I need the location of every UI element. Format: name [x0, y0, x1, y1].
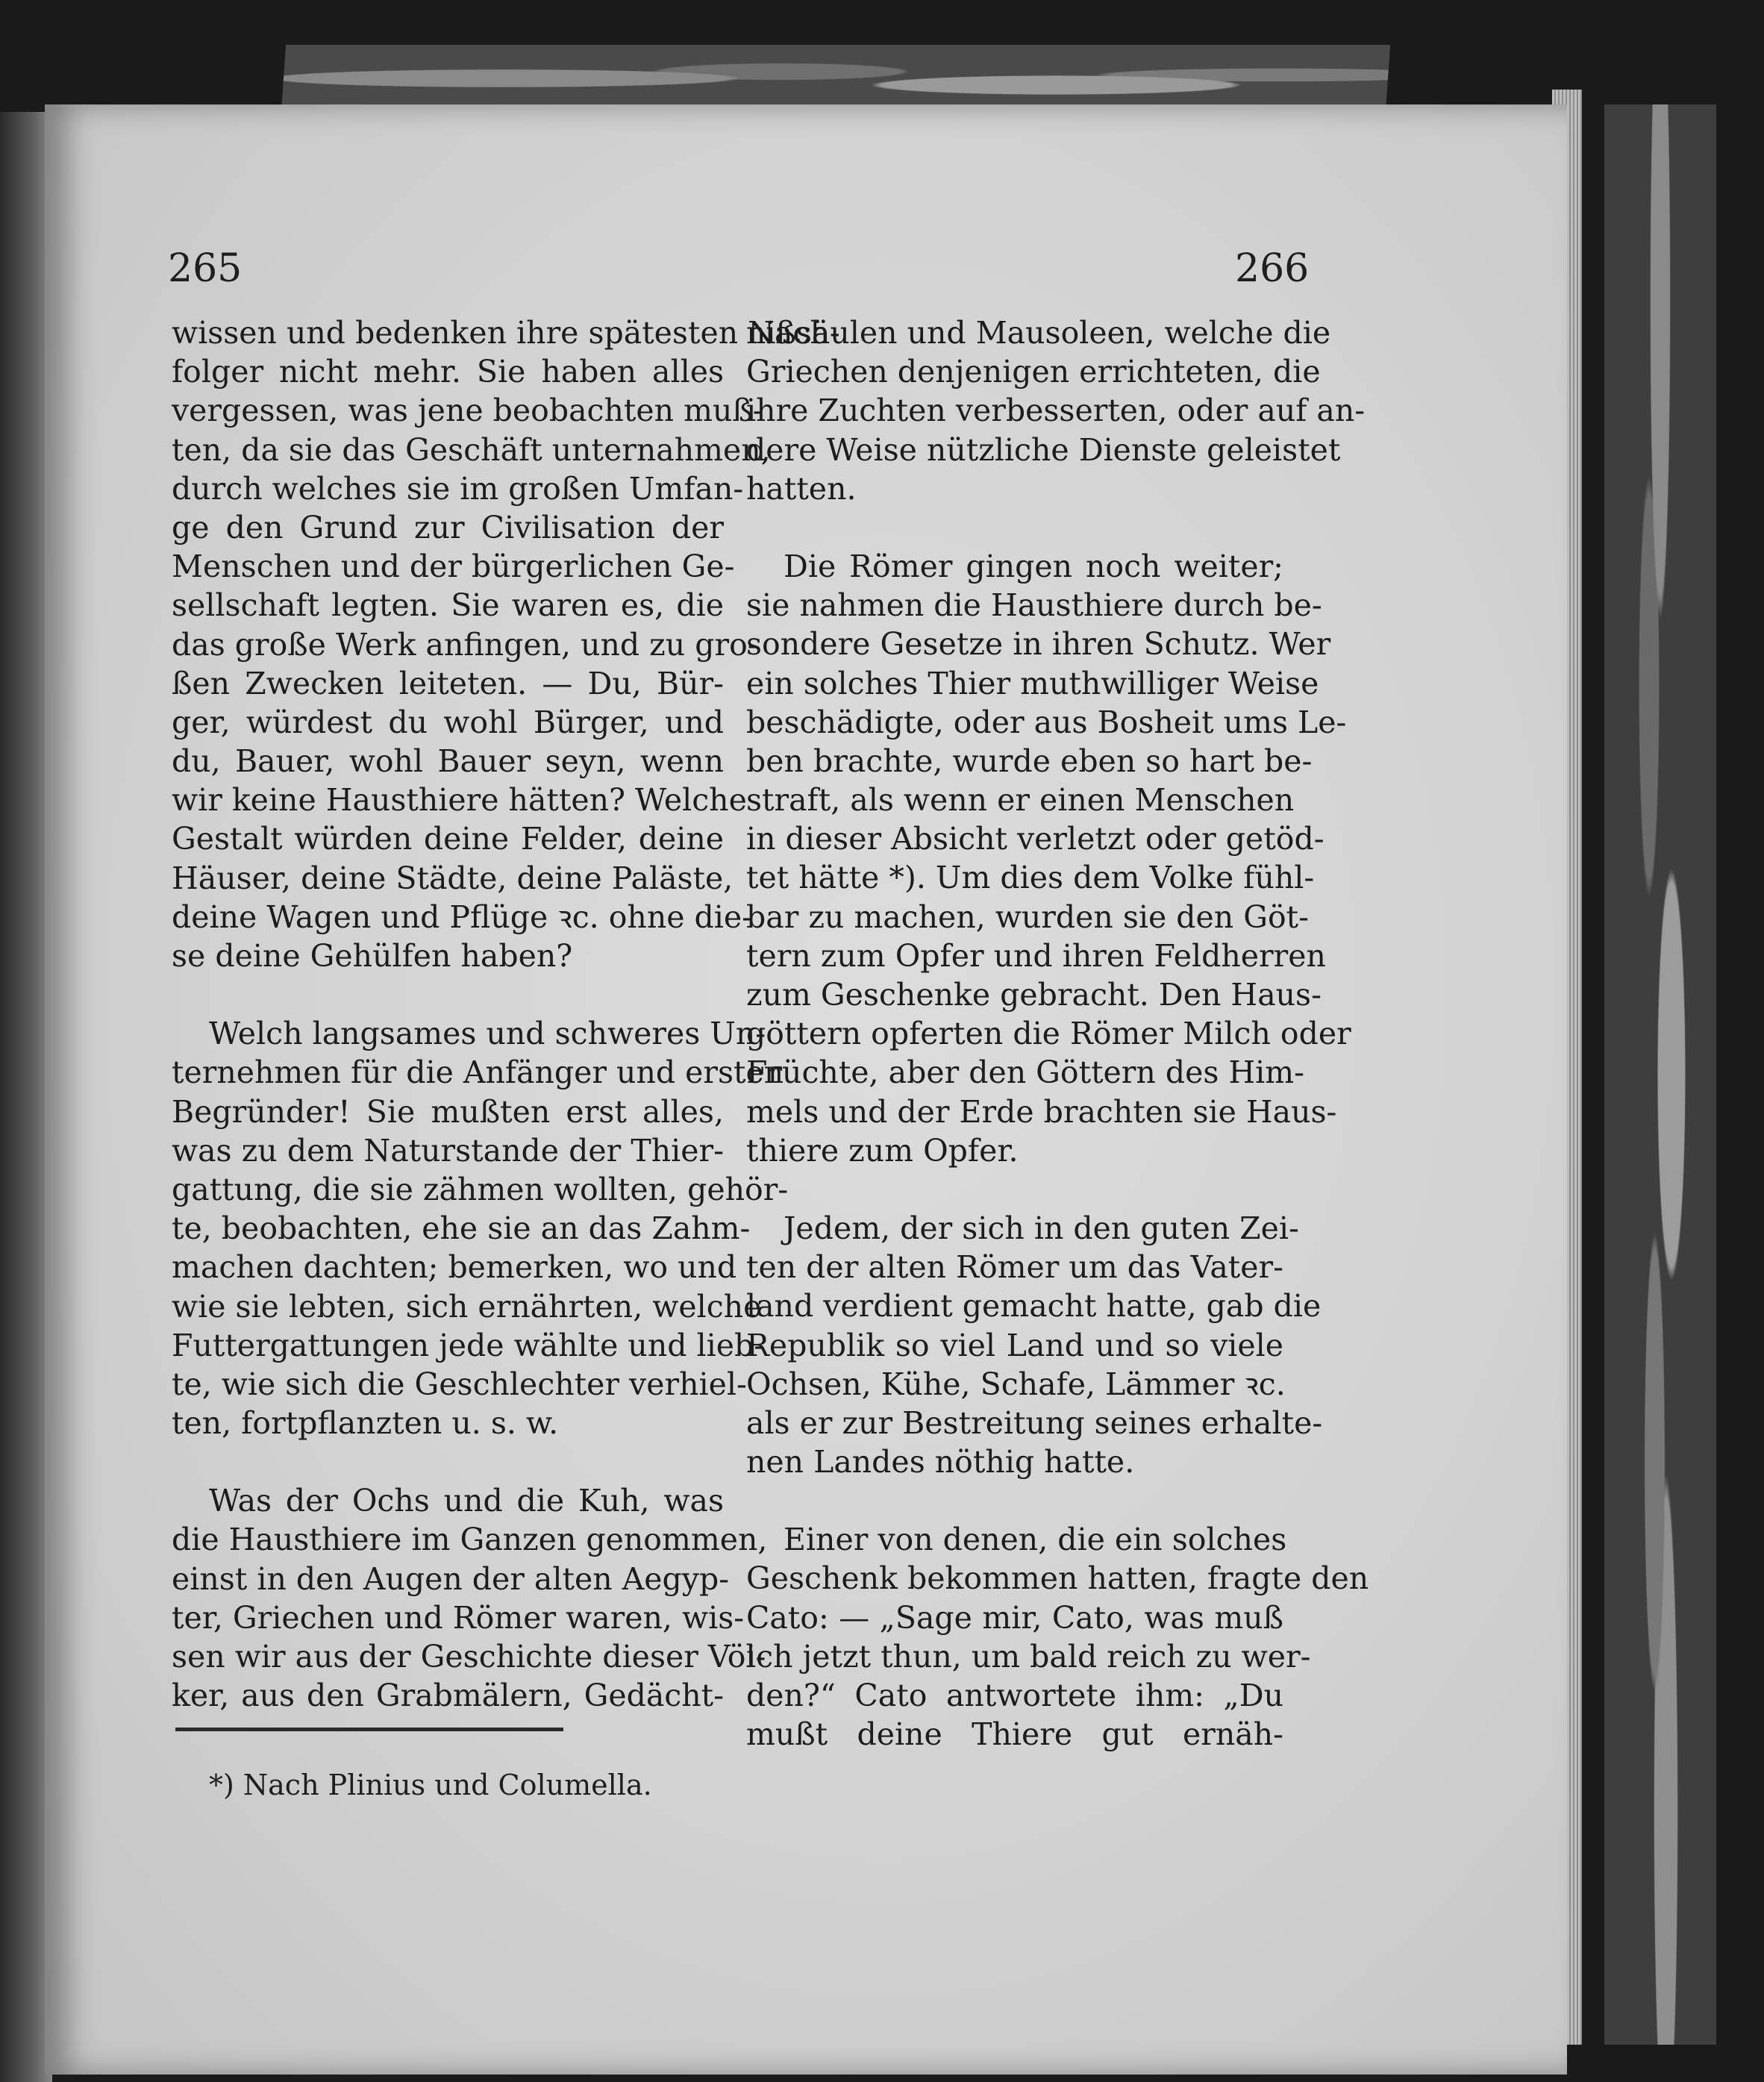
- paragraph-gap: [746, 1170, 1283, 1209]
- text-line: te, beobachten, ehe sie an das Zahm-: [172, 1210, 751, 1247]
- text-line: nen Landes nöthig hatte.: [746, 1444, 1135, 1481]
- text-line: land verdient gemacht hatte, gab die: [746, 1288, 1322, 1325]
- text-line: ich jetzt thun, um bald reich zu wer-: [746, 1638, 1311, 1675]
- text-line: thiere zum Opfer.: [746, 1132, 1019, 1169]
- text-line: ker, aus den Grabmälern, Gedächt-: [172, 1678, 724, 1714]
- footnote-rule: [175, 1728, 563, 1731]
- text-line: beschädigte, oder aus Bosheit ums Le-: [746, 704, 1347, 740]
- text-line: ternehmen für die Anfänger und ersten: [172, 1054, 784, 1091]
- text-line: Republik so viel Land und so viele: [746, 1327, 1283, 1363]
- text-line: ten der alten Römer um das Vater-: [746, 1249, 1283, 1286]
- text-line: tet hätte *). Um dies dem Volke fühl-: [746, 860, 1315, 896]
- text-line: Welch langsames und schweres Un-: [209, 1016, 766, 1052]
- text-line: sie nahmen die Hausthiere durch be-: [746, 587, 1322, 624]
- text-line: ten, da sie das Geschäft unternahmen,: [172, 431, 771, 468]
- text-line: durch welches sie im großen Umfan-: [172, 470, 744, 507]
- text-line: folger nicht mehr. Sie haben alles: [172, 354, 724, 390]
- footnote: *) Nach Plinius und Columella.: [209, 1769, 652, 1801]
- paragraph-gap: [746, 508, 1283, 547]
- page-number-left: 265: [168, 246, 243, 291]
- paragraph-gap: [172, 1442, 724, 1481]
- text-line: ßen Zwecken leiteten. — Du, Bür-: [172, 665, 724, 701]
- text-line: Gestalt würden deine Felder, deine: [172, 821, 724, 857]
- text-line: den?“ Cato antwortete ihm: „Du: [746, 1678, 1283, 1713]
- text-line: du, Bauer, wohl Bauer seyn, wenn: [172, 743, 724, 780]
- text-line: vergessen, was jene beobachten muß-: [172, 393, 763, 429]
- text-line: Begründer! Sie mußten erst alles,: [172, 1093, 724, 1130]
- text-line: straft, als wenn er einen Menschen: [746, 782, 1295, 819]
- text-line: se deine Gehülfen haben?: [172, 938, 573, 974]
- text-line: gattung, die sie zähmen wollten, gehör-: [172, 1171, 789, 1207]
- text-line: ge den Grund zur Civilisation der: [172, 509, 724, 545]
- text-line: Geschenk bekommen hatten, fragte den: [746, 1560, 1369, 1597]
- text-line: bar zu machen, wurden sie den Göt-: [746, 898, 1309, 935]
- text-line: als er zur Bestreitung seines erhalte-: [746, 1404, 1323, 1441]
- text-line: Jedem, der sich in den guten Zei-: [784, 1210, 1299, 1246]
- text-line: wie sie lebten, sich ernährten, welche: [172, 1288, 762, 1325]
- text-line: was zu dem Naturstande der Thier-: [172, 1132, 724, 1169]
- text-line: in dieser Absicht verletzt oder getöd-: [746, 821, 1324, 857]
- text-line: machen dachten; bemerken, wo und: [172, 1249, 737, 1286]
- page-number-right: 266: [1235, 246, 1310, 291]
- text-line: tern zum Opfer und ihren Feldherren: [746, 937, 1326, 974]
- text-line: sellschaft legten. Sie waren es, die: [172, 587, 724, 624]
- text-line: ein solches Thier muthwilliger Weise: [746, 665, 1319, 701]
- text-line: zum Geschenke gebracht. Den Haus-: [746, 977, 1322, 1013]
- text-line: Menschen und der bürgerlichen Ge-: [172, 548, 735, 585]
- text-column-right: [746, 313, 1369, 1754]
- paragraph-gap: [746, 1481, 1283, 1520]
- marbled-cover-top: [281, 45, 1390, 112]
- text-line: sen wir aus der Geschichte dieser Völ-: [172, 1639, 766, 1675]
- text-line: ger, würdest du wohl Bürger, und: [172, 704, 724, 740]
- text-line: Griechen denjenigen errichteten, die: [746, 354, 1321, 390]
- text-line: sondere Gesetze in ihren Schutz. Wer: [746, 626, 1331, 663]
- text-line: Ochsen, Kühe, Schafe, Lämmer ꝛc.: [746, 1366, 1286, 1402]
- text-line: mels und der Erde brachten sie Haus-: [746, 1093, 1337, 1130]
- text-line: ten, fortpflanzten u. s. w.: [172, 1405, 559, 1442]
- text-line: ben brachte, wurde eben so hart be-: [746, 743, 1313, 779]
- text-line: Einer von denen, die ein solches: [784, 1522, 1287, 1558]
- text-line: Häuser, deine Städte, deine Paläste,: [172, 860, 734, 896]
- text-line: ter, Griechen und Römer waren, wis-: [172, 1599, 745, 1636]
- marbled-cover-right: [1604, 104, 1716, 2045]
- text-line: nißsäulen und Mausoleen, welche die: [746, 315, 1331, 351]
- text-line: einst in den Augen der alten Aegyp-: [172, 1560, 730, 1597]
- text-line: wissen und bedenken ihre spätesten Nach-: [172, 315, 840, 351]
- text-line: ihre Zuchten verbesserten, oder auf an-: [746, 393, 1366, 429]
- text-line: Früchte, aber den Göttern des Him-: [746, 1054, 1305, 1091]
- text-line: göttern opferten die Römer Milch oder: [746, 1016, 1351, 1052]
- text-line: die Hausthiere im Ganzen genommen,: [172, 1522, 768, 1558]
- text-line: das große Werk anfingen, und zu gro-: [172, 626, 758, 663]
- text-line: Die Römer gingen noch weiter;: [784, 548, 1283, 584]
- text-line: mußt deine Thiere gut ernäh-: [746, 1716, 1283, 1753]
- text-line: Cato: — „Sage mir, Cato, was muß: [746, 1599, 1283, 1636]
- text-line: te, wie sich die Geschlechter verhiel-: [172, 1366, 747, 1402]
- text-line: dere Weise nützliche Dienste geleistet: [746, 431, 1341, 468]
- text-line: wir keine Hausthiere hätten? Welche: [172, 782, 747, 819]
- paragraph-gap: [172, 975, 724, 1014]
- text-line: hatten.: [746, 470, 857, 507]
- text-line: Futtergattungen jede wählte und lieb-: [172, 1327, 765, 1363]
- text-line: Was der Ochs und die Kuh, was: [209, 1483, 724, 1519]
- text-line: deine Wagen und Pflüge ꝛc. ohne die-: [172, 898, 752, 935]
